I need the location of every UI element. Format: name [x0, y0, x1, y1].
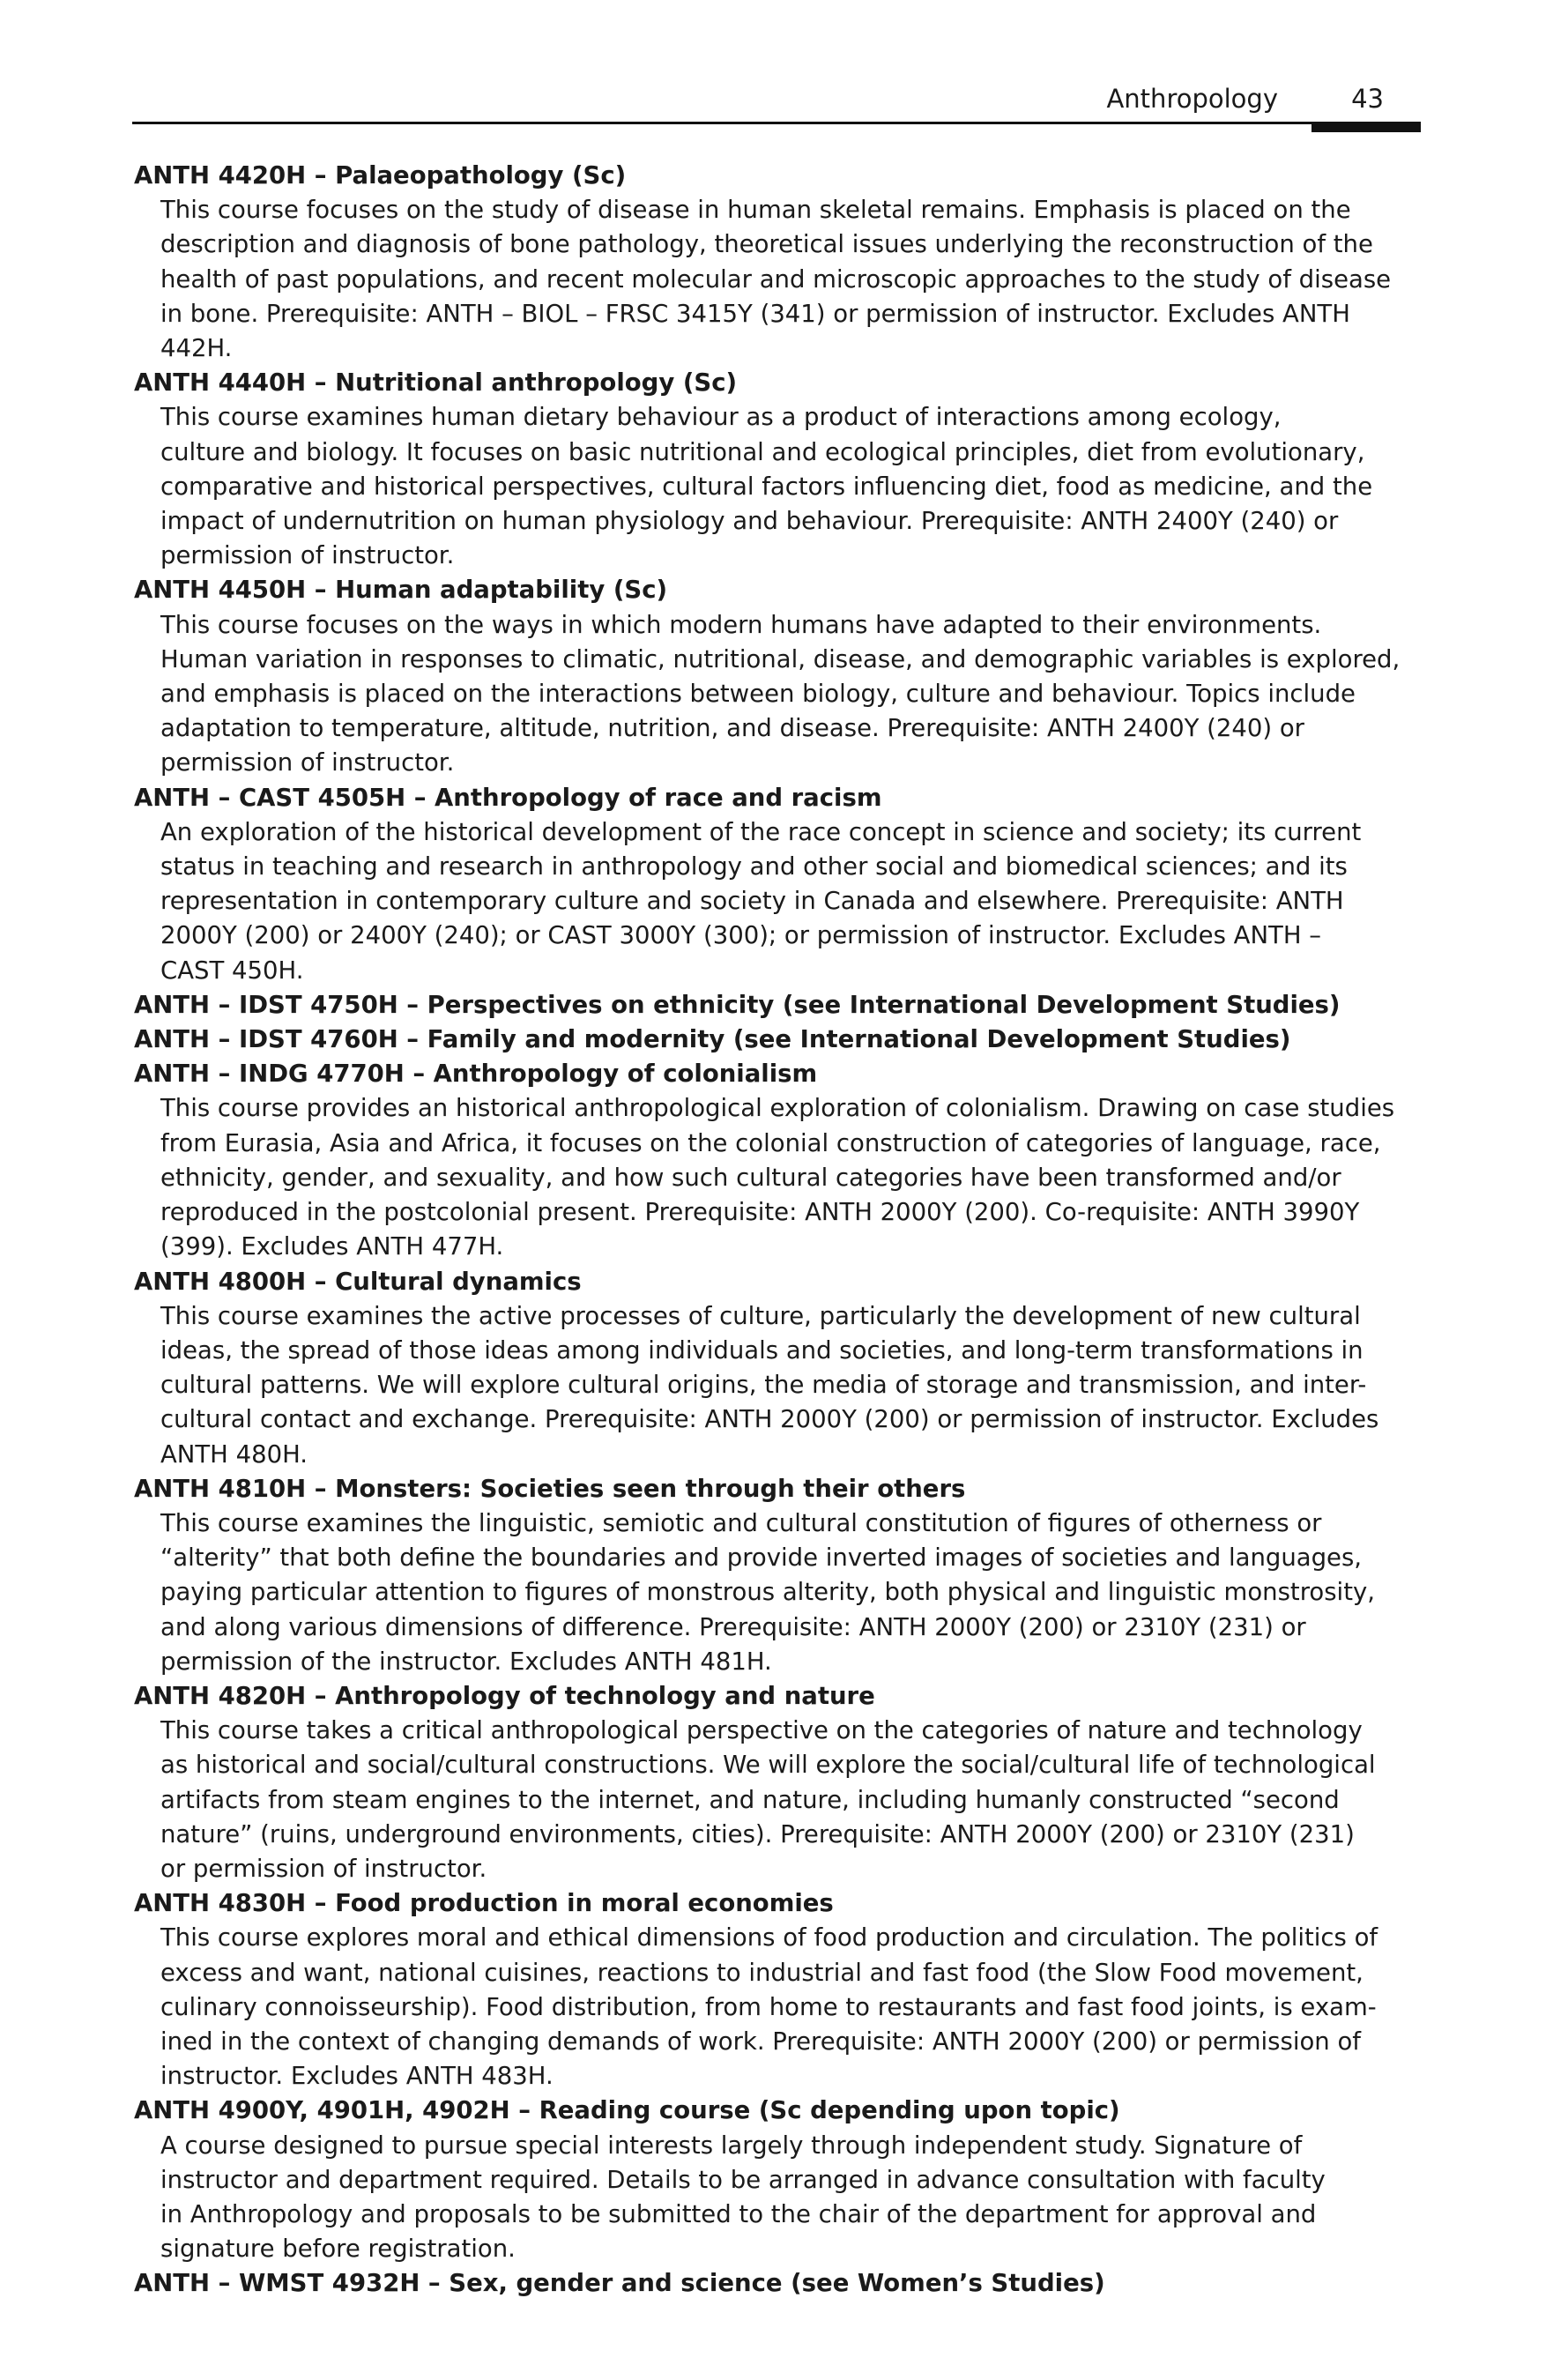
- course-description: A course designed to pursue special interests largely through independent study. Signature of instructor and department required. Details to be arranged in advance consultation with faculty in Anthropology and proposals to be submitted to the chair of the department for approval and signature before registration.: [160, 2131, 1326, 2264]
- course-description: This course explores moral and ethical dimensions of food production and circulation. The politics of excess and want, national cuisines, reactions to industrial and fast food (the Slow Food movement, culinary connoisseurship). Food distribution, from home to restaurants and fast food joints, is exam- ined in the context of changing demands of work. Prerequisite: ANTH 2000Y (200) or permission of instructor. Excludes ANTH 483H.: [160, 1923, 1378, 2091]
- course-title: ANTH 4800H – Cultural dynamics: [134, 1267, 582, 1296]
- page-header: [132, 78, 1421, 130]
- course-description: This course examines human dietary behaviour as a product of interactions among ecology, culture and biology. It focuses on basic nutritional and ecological principles, diet from evolutionary, comparative and historical perspectives, cultural factors influencing diet, food as medicine, and the impact of undernutrition on human physiology and behaviour. Prerequisite: ANTH 2400Y (240) or permission of instructor.: [160, 403, 1373, 570]
- course-description: This course takes a critical anthropological perspective on the categories of nature and technology as historical and social/cultural constructions. We will explore the social/cultural life of technological artifacts from steam engines to the internet, and nature, including humanly constructed “second nature” (ruins, underground environments, cities). Prerequisite: ANTH 2000Y (200) or 2310Y (231) or permission of instructor.: [160, 1716, 1376, 1883]
- course-entry: [134, 2266, 1423, 2301]
- course-list: [134, 159, 1423, 2302]
- header-rule: [132, 122, 1421, 124]
- course-entry: [134, 366, 1423, 573]
- course-title: ANTH – CAST 4505H – Anthropology of race and racism: [134, 783, 882, 812]
- course-title: ANTH 4420H – Palaeopathology (Sc): [134, 161, 627, 190]
- course-title: ANTH 4820H – Anthropology of technology and nature: [134, 1681, 875, 1710]
- course-description: This course provides an historical anthropological exploration of colonialism. Drawing on case studies from Eurasia, Asia and Africa, it focuses on the colonial construction of categories of language, race, ethnicity, gender, and sexuality, and how such cultural categories have been transformed and/or reproduced in the postcolonial present. Prerequisite: ANTH 2000Y (200). Co-requisite: ANTH 3990Y (399). Excludes ANTH 477H.: [160, 1094, 1395, 1261]
- section-title: Anthropology: [1106, 84, 1278, 114]
- course-title: ANTH – WMST 4932H – Sex, gender and science (see Women’s Studies): [134, 2269, 1105, 2298]
- course-title: ANTH 4810H – Monsters: Societies seen through their others: [134, 1474, 966, 1503]
- course-entry: [134, 573, 1423, 780]
- course-title: ANTH 4830H – Food production in moral economies: [134, 1889, 834, 1918]
- course-description: This course examines the linguistic, semiotic and cultural constitution of figures of otherness or “alterity” that both define the boundaries and provide inverted images of societies and languages, paying particular attention to figures of monstrous alterity, both physical and linguistic monstrosity, and along various dimensions of difference. Prerequisite: ANTH 2000Y (200) or 2310Y (231) or permission of the instructor. Excludes ANTH 481H.: [160, 1508, 1375, 1676]
- course-entry: [134, 1057, 1423, 1264]
- course-entry: [134, 1886, 1423, 2094]
- course-description: This course focuses on the ways in which modern humans have adapted to their environments. Human variation in responses to climatic, nutritional, disease, and demographic variables is explored, and emphasis is placed on the interactions between biology, culture and behaviour. Topics include adaptation to temperature, altitude, nutrition, and disease. Prerequisite: ANTH 2400Y (240) or permission of instructor.: [160, 610, 1401, 777]
- course-description: An exploration of the historical development of the race concept in science and society; its current status in teaching and research in anthropology and other social and biomedical sciences; and its representation in contemporary culture and society in Canada and elsewhere. Prerequisite: ANTH 2000Y (200) or 2400Y (240); or CAST 3000Y (300); or permission of instructor. Excludes ANTH – CAST 450H.: [160, 817, 1362, 985]
- course-title: ANTH 4450H – Human adaptability (Sc): [134, 576, 668, 605]
- course-entry: [134, 1023, 1423, 1057]
- course-entry: [134, 988, 1423, 1023]
- course-entry: [134, 2094, 1423, 2266]
- course-description: This course focuses on the study of disease in human skeletal remains. Emphasis is placed on the description and diagnosis of bone pathology, theoretical issues underlying the reconstruction of the health of past populations, and recent molecular and microscopic approaches to the study of disease in bone. Prerequisite: ANTH – BIOL – FRSC 3415Y (341) or permission of instructor. Excludes ANTH 442H.: [160, 196, 1392, 363]
- course-title: ANTH 4900Y, 4901H, 4902H – Reading course (Sc depending upon topic): [134, 2096, 1120, 2125]
- course-title: ANTH – IDST 4760H – Family and modernity (see International Development Studies): [134, 1025, 1291, 1054]
- page-number: 43: [1351, 84, 1384, 114]
- course-title: ANTH 4440H – Nutritional anthropology (Sc): [134, 368, 738, 398]
- header-tab-bar: [1312, 122, 1421, 132]
- course-description: This course examines the active processes of culture, particularly the development of new cultural ideas, the spread of those ideas among individuals and societies, and long-term transformations in cultural patterns. We will explore cultural origins, the media of storage and transmission, and inter- cultural contact and exchange. Prerequisite: ANTH 2000Y (200) or permission of instructor. Excludes ANTH 480H.: [160, 1301, 1379, 1469]
- course-entry: [134, 159, 1423, 366]
- course-entry: [134, 781, 1423, 988]
- course-entry: [134, 1472, 1423, 1679]
- course-entry: [134, 1679, 1423, 1886]
- course-title: ANTH – IDST 4750H – Perspectives on ethnicity (see International Development Studies): [134, 990, 1341, 1019]
- course-entry: [134, 1265, 1423, 1472]
- course-title: ANTH – INDG 4770H – Anthropology of colonialism: [134, 1060, 818, 1089]
